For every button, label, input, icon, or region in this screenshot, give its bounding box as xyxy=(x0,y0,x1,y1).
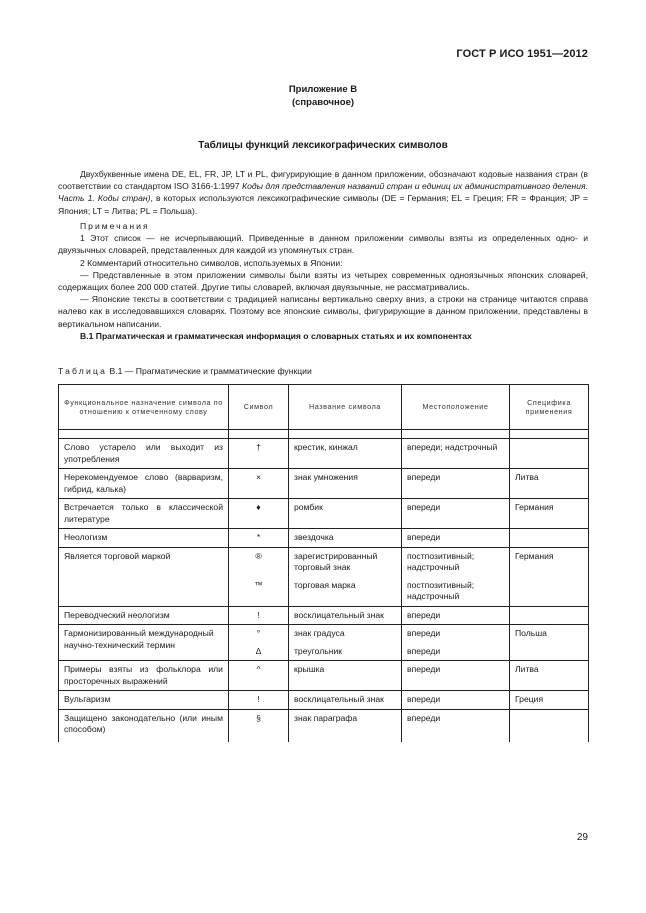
note-1: 1 Этот список — не исчерпывающий. Приведенные в данном приложении символы взяты из определенных одно- и двуязычных словарей, представленных для каждой из упомянутых стран. xyxy=(58,233,588,256)
cell-name: знак умножения xyxy=(289,469,402,499)
notes-block xyxy=(58,220,588,342)
location-registered: постпозитивный; надстрочный xyxy=(407,550,475,572)
cell-name: восклицательный знак xyxy=(289,606,402,625)
cell-specific: Польша xyxy=(510,625,589,661)
cell-location: впереди xyxy=(402,709,510,742)
table-row xyxy=(59,606,589,625)
cell-specific xyxy=(510,529,589,548)
table-row xyxy=(59,469,589,499)
table-row xyxy=(59,499,589,529)
symbols-table xyxy=(58,384,589,742)
symbol-degree: ° xyxy=(256,628,261,638)
name-triangle: треугольник xyxy=(294,645,343,656)
cell-specific: Германия xyxy=(510,499,589,529)
cell-name: звездочка xyxy=(289,529,402,548)
cell-name: крышка xyxy=(289,661,402,691)
cell-symbol: † xyxy=(229,439,289,469)
table-row xyxy=(59,529,589,548)
document-header: ГОСТ Р ИСО 1951—2012 xyxy=(456,48,588,60)
cell-name: знак параграфа xyxy=(289,709,402,742)
cell-symbol: ♦ xyxy=(229,499,289,529)
table-gap-row xyxy=(59,430,589,439)
cell-symbol: * xyxy=(229,529,289,548)
appendix-heading xyxy=(0,83,646,109)
cell-location: впереди xyxy=(402,661,510,691)
cell-function: Защищено законодательно (или иным способом) xyxy=(59,709,229,742)
symbol-triangle: ∆ xyxy=(255,645,262,656)
cell-function: Неологизм xyxy=(59,529,229,548)
header-symbol: Символ xyxy=(229,385,289,430)
cell-function: Гармонизированный международный научно-технический термин xyxy=(59,625,229,661)
name-degree: знак градуса xyxy=(294,628,345,638)
table-row xyxy=(59,547,589,606)
table-caption-text: В.1 — Прагматические и грамматические функции xyxy=(107,366,312,376)
cell-specific: Греция xyxy=(510,691,589,710)
location-trademark: постпозитивный; надстрочный xyxy=(407,579,475,601)
cell-location: впереди xyxy=(402,529,510,548)
header-location: Местоположение xyxy=(402,385,510,430)
intro-paragraph xyxy=(58,168,588,217)
cell-function: Примеры взяты из фольклора или просторечных выражений xyxy=(59,661,229,691)
notes-heading: Примечания xyxy=(80,221,150,231)
table-row xyxy=(59,709,589,742)
cell-name: ромбик xyxy=(289,499,402,529)
subsection-title: В.1 Прагматическая и грамматическая информация о словарных статьях и их компонентах xyxy=(80,330,472,341)
cell-location: впереди xyxy=(402,606,510,625)
cell-specific: Литва xyxy=(510,469,589,499)
cell-symbol xyxy=(229,547,289,606)
cell-location xyxy=(402,625,510,661)
table-row xyxy=(59,661,589,691)
cell-location: впереди; надстрочный xyxy=(402,439,510,469)
cell-location xyxy=(402,547,510,606)
header-specific: Специфика применения xyxy=(510,385,589,430)
table-row xyxy=(59,625,589,661)
cell-symbol: § xyxy=(229,709,289,742)
cell-symbol: × xyxy=(229,469,289,499)
cell-location: впереди xyxy=(402,469,510,499)
name-registered: зарегистрированный торговый знак xyxy=(294,550,378,572)
note-3: — Представленные в этом приложении символы были взяты из четырех современных одноязычных японских словарей, содержащих более 200 000 статей. Другие типы словарей, включая двуязычные, не рассматривались. xyxy=(58,269,588,293)
name-trademark: торговая марка xyxy=(294,579,356,590)
cell-symbol xyxy=(229,625,289,661)
cell-function: Вульгаризм xyxy=(59,691,229,710)
cell-specific: Германия xyxy=(510,547,589,606)
cell-function: Встречается только в классической литературе xyxy=(59,499,229,529)
cell-specific: Литва xyxy=(510,661,589,691)
cell-function: Переводческий неологизм xyxy=(59,606,229,625)
cell-location: впереди xyxy=(402,499,510,529)
intro-text-1: Двухбуквенные имена DE, EL, FR, JP, LT и PL, фигурирующие в данном приложении, обозначают кодовые названия стран (в соответствии со стандартом ISO 3166-1:1997 xyxy=(58,169,588,192)
location-degree: впереди xyxy=(407,628,441,638)
cell-symbol: ^ xyxy=(229,661,289,691)
table-row xyxy=(59,691,589,710)
intro-text-2: , в которых используются лексикографические символы (DE = Германия; EL = Греция; FR = Франция; JP = Япония; LT = Литва; PL = Польша). xyxy=(58,193,588,216)
symbol-trademark: ™ xyxy=(254,579,263,590)
table-caption-prefix: Таблица xyxy=(58,366,108,376)
symbol-registered: ® xyxy=(255,550,262,561)
note-2: 2 Комментарий относительно символов, используемых в Японии: xyxy=(80,257,343,268)
cell-specific xyxy=(510,606,589,625)
intro-italic-reference: Коды для представления названий стран и единиц их административного деления. Часть 1. Коды стран) xyxy=(58,181,588,204)
cell-function: Слово устарело или выходит из употребления xyxy=(59,439,229,469)
appendix-subtitle: (справочное) xyxy=(291,97,355,108)
appendix-title: Приложение В xyxy=(288,84,358,95)
table-header-row xyxy=(59,385,589,430)
page-number: 29 xyxy=(576,832,588,843)
cell-name xyxy=(289,547,402,606)
cell-name xyxy=(289,625,402,661)
table-caption xyxy=(58,366,312,376)
cell-function: Нерекомендуемое слово (варваризм, гибрид, калька) xyxy=(59,469,229,499)
cell-name: крестик, кинжал xyxy=(289,439,402,469)
cell-specific xyxy=(510,709,589,742)
cell-symbol: ! xyxy=(229,606,289,625)
header-function: Функциональное назначение символа по отношению к отмеченному слову xyxy=(59,385,229,430)
location-triangle: впереди xyxy=(407,645,441,656)
cell-symbol: ! xyxy=(229,691,289,710)
cell-name: восклицательный знак xyxy=(289,691,402,710)
note-4: — Японские тексты в соответствии с традицией написаны вертикально сверху вниз, а строки на странице читаются справа налево как в исследовавшихся словарях. Поэтому все японские символы, фигурирующие в данном приложении, представлены в вертикальном написании. xyxy=(58,294,588,329)
cell-function: Является торговой маркой xyxy=(59,547,229,606)
header-name: Название символа xyxy=(289,385,402,430)
cell-location: впереди xyxy=(402,691,510,710)
section-title: Таблицы функций лексикографических символов xyxy=(198,140,448,151)
cell-specific xyxy=(510,439,589,469)
table-row xyxy=(59,439,589,469)
